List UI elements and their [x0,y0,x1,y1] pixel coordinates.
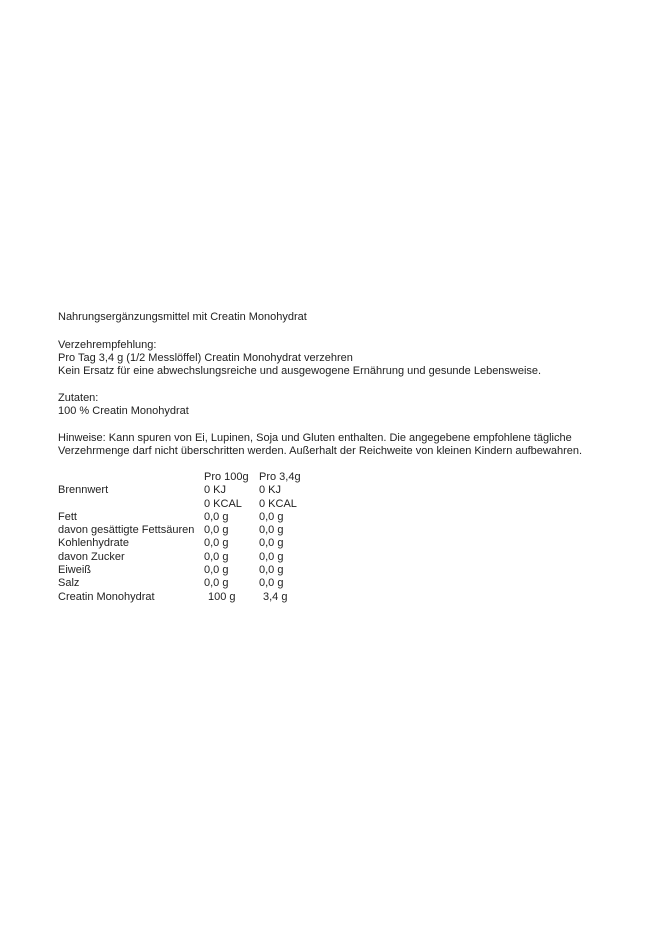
table-row [58,537,319,550]
value-per-100g: 0,0 g [204,564,229,577]
nutrient-name: Creatin Monohydrat [58,590,155,603]
nutrient-name [58,498,204,511]
table-row [58,484,319,497]
value-per-serving: 3,4 g [263,590,288,603]
nutrient-name: Brennwert [58,484,109,497]
notes-line-2: Verzehrmenge darf nicht überschritten werden. Außerhalt der Reichweite von kleinen Kindern aufbewahren. [58,445,583,457]
nutrition-table [58,471,319,604]
header-cell: Pro 3,4g [259,471,301,483]
ingredients-heading: Zutaten: [58,392,99,404]
ingredients-text: 100 % Creatin Monohydrat [58,405,189,417]
value-per-100g: 0,0 g [204,524,229,537]
value-per-serving: 0 KJ [259,484,282,497]
nutrient-name: davon gesättigte Fettsäuren [58,524,195,537]
value-per-100g: 0,0 g [204,577,229,590]
notes-line-1: Hinweise: Kann spuren von Ei, Lupinen, Soja und Gluten enthalten. Die angegebene empfohlene tägliche [58,432,572,444]
nutrient-name: Salz [58,577,80,590]
value-per-100g: 0,0 g [204,537,229,550]
table-row [58,551,319,564]
value-per-serving: 0,0 g [259,510,284,523]
value-per-100g: 0,0 g [204,510,229,523]
recommendation-line-2: Kein Ersatz für eine abwechslungsreiche und ausgewogene Ernährung und gesunde Lebensweise. [58,365,542,377]
value-per-serving: 0 KCAL [259,497,297,510]
value-per-serving: 0,0 g [259,537,284,550]
value-per-serving: 0,0 g [259,550,284,563]
table-row [58,577,319,590]
value-per-100g: 0 KJ [204,484,227,497]
table-row [58,498,319,511]
value-per-100g: 0,0 g [204,550,229,563]
value-per-serving: 0,0 g [259,577,284,590]
nutrient-name: Eiweiß [58,564,92,577]
recommendation-line-1: Pro Tag 3,4 g (1/2 Messlöffel) Creatin Monohydrat verzehren [58,352,353,364]
header-cell [58,471,204,484]
document-title: Nahrungsergänzungsmittel mit Creatin Monohydrat [58,311,307,323]
table-row [58,511,319,524]
table-row [58,524,319,537]
value-per-100g: 100 g [208,590,236,603]
table-header-row [58,471,319,484]
value-per-serving: 0,0 g [259,564,284,577]
recommendation-heading: Verzehrempfehlung: [58,339,157,351]
table-row [58,591,319,604]
table-row [58,564,319,577]
value-per-100g: 0 KCAL [204,497,242,510]
nutrient-name: Kohlenhydrate [58,537,129,550]
nutrient-name: davon Zucker [58,550,125,563]
value-per-serving: 0,0 g [259,524,284,537]
header-cell: Pro 100g [204,471,249,483]
nutrient-name: Fett [58,510,77,523]
